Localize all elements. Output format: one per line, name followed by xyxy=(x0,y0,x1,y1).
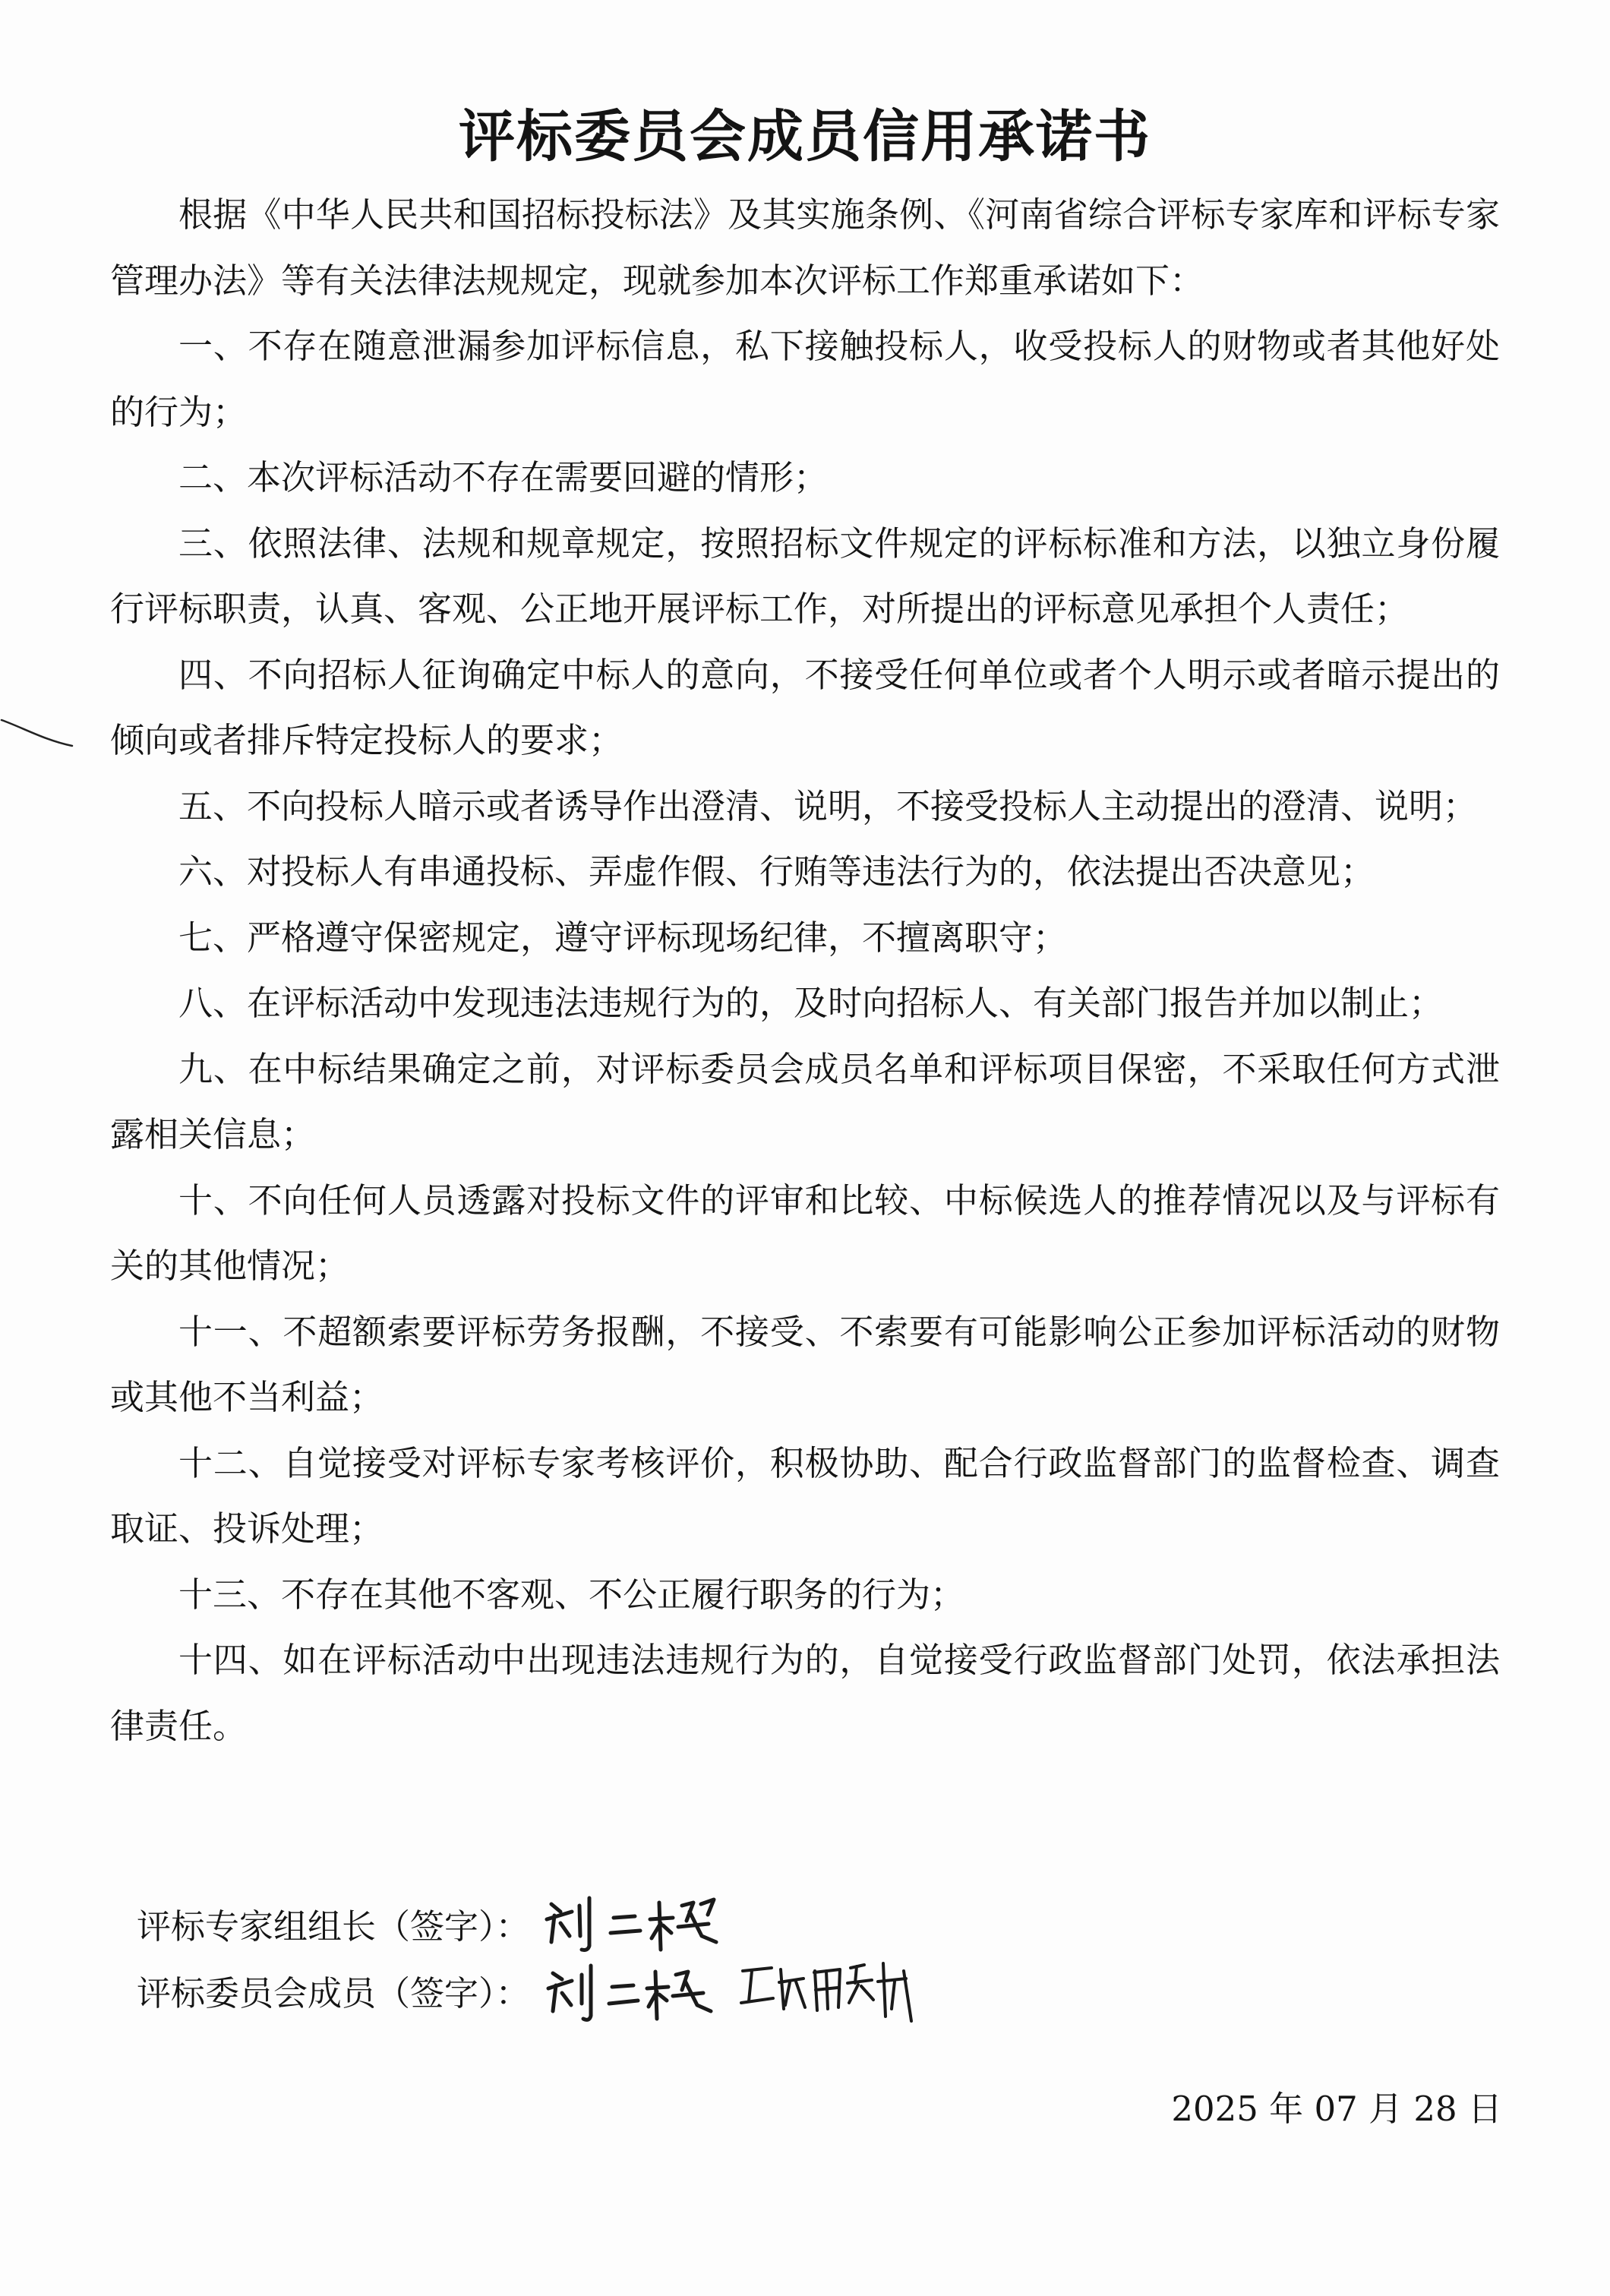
commitment-item-6: 六、对投标人有串通投标、弄虚作假、行贿等违法行为的，依法提出否决意见； xyxy=(178,851,1375,892)
commitment-item-3: 三、依照法律、法规和规章规定，按照招标文件规定的评标标准和方法，以独立身份履行评标职责，认真、客观、公正地开展评标工作，对所提出的评标意见承担个人责任； xyxy=(110,523,1500,629)
member-handwritten-signature-1 xyxy=(538,1952,720,2028)
member-signature-row xyxy=(137,1956,1352,2023)
intro-paragraph: 根据《中华人民共和国招标投标法》及其实施条例、《河南省综合评标专家库和评标专家管理办法》等有关法律法规规定，现就参加本次评标工作郑重承诺如下： xyxy=(110,194,1500,301)
signature-block xyxy=(137,1890,1352,2023)
commitment-item-13: 十三、不存在其他不客观、不公正履行职务的行为； xyxy=(178,1574,965,1615)
commitment-item-10: 十、不向任何人员透露对投标文件的评审和比较、中标候选人的推荐情况以及与评标有关的其他情况； xyxy=(110,1180,1500,1286)
leader-signature-row xyxy=(137,1890,1352,1956)
date-day: 28 xyxy=(1413,2089,1457,2129)
commitment-item-5: 五、不向投标人暗示或者诱导作出澄清、说明，不接受投标人主动提出的澄清、说明； xyxy=(178,785,1478,826)
commitment-item-14: 十四、如在评标活动中出现违法违规行为的，自觉接受行政监督部门处罚，依法承担法律责任。 xyxy=(110,1640,1500,1746)
leader-handwritten-signature xyxy=(538,1889,766,1957)
date-year: 2025 xyxy=(1171,2089,1258,2129)
date-month-unit: 月 xyxy=(1368,2089,1403,2129)
date-day-unit: 日 xyxy=(1467,2089,1502,2129)
commitment-item-11: 十一、不超额索要评标劳务报酬，不接受、不索要有可能影响公正参加评标活动的财物或其他不当利益； xyxy=(110,1311,1500,1417)
leader-signature-label: 评标专家组组长（签字）： xyxy=(137,1906,530,1947)
commitment-item-8: 八、在评标活动中发现违法违规行为的，及时向招标人、有关部门报告并加以制止； xyxy=(178,983,1444,1023)
date-month: 07 xyxy=(1314,2089,1358,2129)
signing-date xyxy=(1171,2081,1502,2130)
commitment-item-4: 四、不向招标人征询确定中标人的意向，不接受任何单位或者个人明示或者暗示提出的倾向或者排斥特定投标人的要求； xyxy=(110,654,1500,760)
commitment-item-12: 十二、自觉接受对评标专家考核评价，积极协助、配合行政监督部门的监督检查、调查取证、投诉处理； xyxy=(110,1442,1500,1549)
commitment-item-2: 二、本次评标活动不存在需要回避的情形； xyxy=(178,457,829,497)
member-handwritten-signature-2 xyxy=(735,1948,933,2032)
document-title: 评标委员会成员信用承诺书 xyxy=(459,104,1151,169)
date-year-unit: 年 xyxy=(1269,2089,1304,2129)
commitment-item-1: 一、不存在随意泄漏参加评标信息，私下接触投标人，收受投标人的财物或者其他好处的行为； xyxy=(110,326,1500,432)
document-body xyxy=(110,182,1500,1759)
commitment-item-7: 七、严格遵守保密规定，遵守评标现场纪律，不擅离职守； xyxy=(178,917,1068,958)
member-signature-label: 评标委员会成员（签字）： xyxy=(137,1972,530,2013)
margin-pen-mark xyxy=(0,714,91,760)
commitment-item-9: 九、在中标结果确定之前，对评标委员会成员名单和评标项目保密，不采取任何方式泄露相关信息； xyxy=(110,1048,1500,1154)
